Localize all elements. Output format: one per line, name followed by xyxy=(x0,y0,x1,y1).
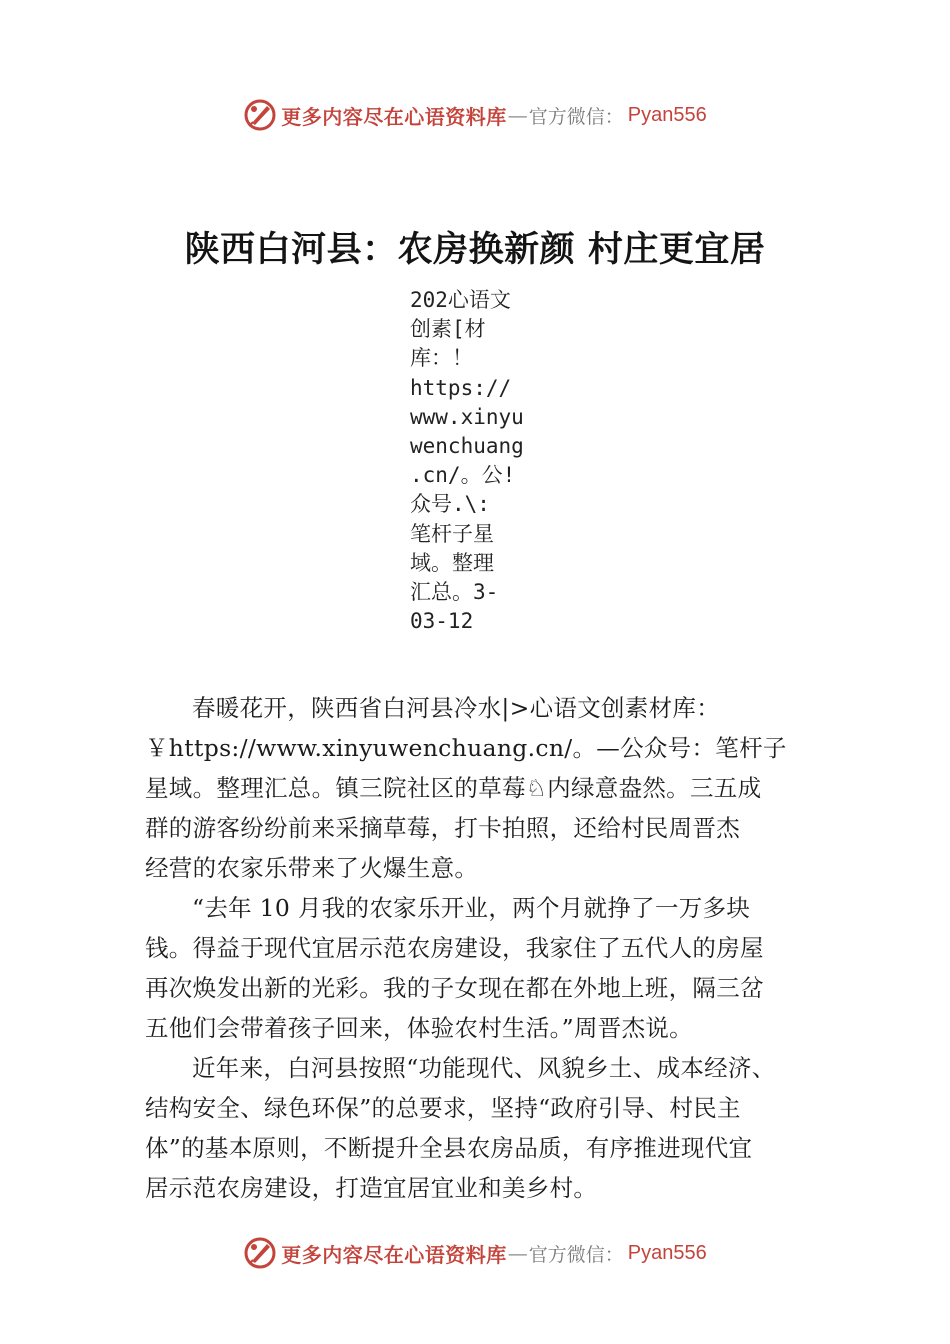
paragraph-3 xyxy=(145,1048,810,1208)
logo-icon xyxy=(243,1236,277,1270)
text-line: 春暖花开，陕西省白河县冷水|>心语文创素材库： xyxy=(192,694,721,722)
header-banner xyxy=(0,95,950,135)
meta-line: 库：！ xyxy=(410,346,473,371)
meta-line: 03-12 xyxy=(410,609,474,634)
text-line: 结构安全、绿色环保”的总要求，坚持“政府引导、村民主 xyxy=(145,1094,741,1122)
text-line: 星域。整理汇总。镇三院社区的草莓♘内绿意盎然。三五成 xyxy=(145,774,762,802)
text-line: 钱。得益于现代宜居示范农房建设，我家住了五代人的房屋 xyxy=(145,934,764,962)
meta-line: 笔杆子星 xyxy=(410,521,494,546)
meta-line: .cn/。公! xyxy=(410,463,516,488)
source-meta xyxy=(410,286,550,636)
meta-line: www.xinyu xyxy=(410,404,524,429)
text-line: 近年来，白河县按照“功能现代、风貌乡土、成本经济、 xyxy=(192,1054,776,1082)
text-line: 经营的农家乐带来了火爆生意。 xyxy=(145,854,479,882)
text-line: ￥https://www.xinyuwenchuang.cn/。—公众号：笔杆子 xyxy=(145,734,787,762)
banner-separator: — xyxy=(507,103,528,127)
meta-line: https:// xyxy=(410,375,512,400)
text-line: 居示范农房建设，打造宜居宜业和美乡村。 xyxy=(145,1174,598,1202)
paragraph-1 xyxy=(145,688,810,888)
logo-icon xyxy=(243,98,277,132)
text-line: 群的游客纷纷前来采摘草莓，打卡拍照，还给村民周晋杰 xyxy=(145,814,740,842)
banner-wechat-label: 官方微信： xyxy=(528,1243,624,1266)
banner-main-text: 更多内容尽在心语资料库 xyxy=(281,104,507,129)
banner-separator: — xyxy=(507,1241,528,1265)
text-line: 再次焕发出新的光彩。我的子女现在都在外地上班，隔三岔 xyxy=(145,974,764,1002)
meta-line: 众号.\: xyxy=(410,492,490,517)
meta-line: 创素[材 xyxy=(410,317,486,342)
article-body xyxy=(145,688,810,1208)
text-line: 五他们会带着孩子回来，体验农村生活。”周晋杰说。 xyxy=(145,1014,693,1042)
banner-wechat-id: Pyan556 xyxy=(627,1241,707,1264)
text-line: 体”的基本原则，不断提升全县农房品质，有序推进现代宜 xyxy=(145,1134,753,1162)
banner-main-text: 更多内容尽在心语资料库 xyxy=(281,1242,507,1267)
document-title: 陕西白河县：农房换新颜 村庄更宜居 xyxy=(184,229,766,270)
banner-wechat-label: 官方微信： xyxy=(528,105,624,128)
paragraph-2 xyxy=(145,888,810,1048)
text-line: “去年 10 月我的农家乐开业，两个月就挣了一万多块 xyxy=(192,894,751,922)
meta-line: 汇总。3- xyxy=(410,580,499,605)
footer-banner xyxy=(0,1233,950,1273)
meta-line: 202心语文 xyxy=(410,288,511,312)
meta-line: wenchuang xyxy=(410,434,524,459)
banner-wechat-id: Pyan556 xyxy=(627,103,707,126)
meta-line: 域。整理 xyxy=(410,550,494,575)
